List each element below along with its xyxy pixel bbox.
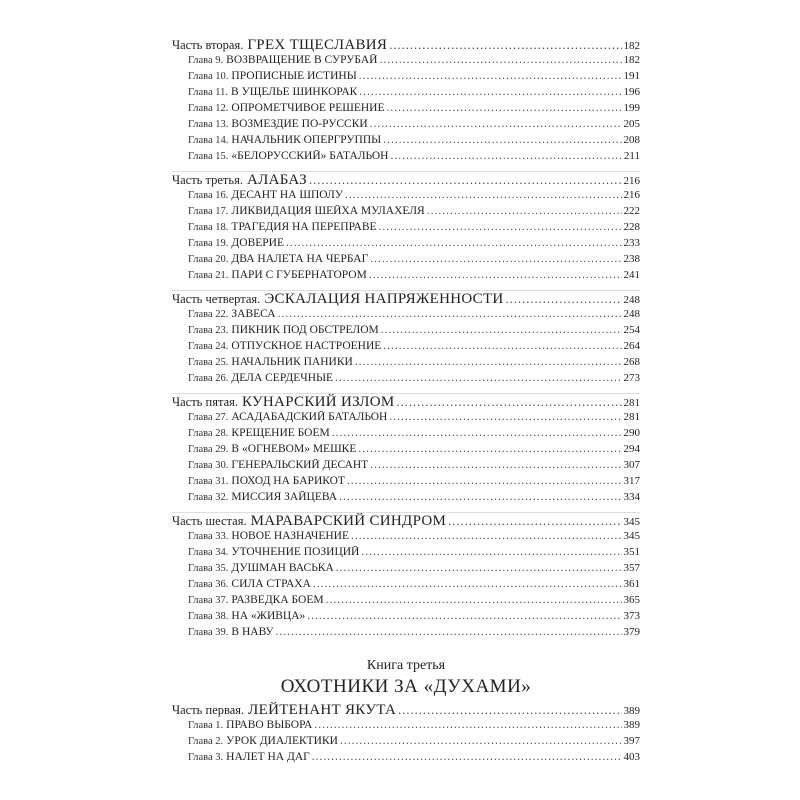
chapter-entry — [172, 118, 640, 134]
part-label: Часть третья. — [172, 173, 243, 187]
chapter-entry — [172, 459, 640, 475]
chap-title: ДОВЕРИЕ — [231, 237, 284, 249]
chapter-entry — [172, 735, 640, 751]
chap-label: Глава 9. — [188, 55, 224, 66]
chap-title: ПРАВО ВЫБОРА — [226, 719, 313, 731]
chapter-entry — [172, 54, 640, 70]
dot-leader — [361, 546, 621, 558]
chap-label: Глава 19. — [188, 238, 229, 249]
chap-label: Глава 22. — [188, 309, 229, 320]
chap-label: Глава 24. — [188, 341, 229, 352]
dot-leader — [275, 626, 621, 638]
page-number: 357 — [623, 562, 640, 574]
chap-label: Глава 14. — [188, 135, 229, 146]
page-number: 222 — [623, 205, 640, 217]
chap-title: УТОЧНЕНИЕ ПОЗИЦИЙ — [231, 546, 360, 558]
page-number: 290 — [623, 427, 640, 439]
dot-leader — [389, 38, 621, 53]
dot-leader — [326, 594, 622, 606]
chap-title: АСАДАБАДСКИЙ БАТАЛЬОН — [231, 411, 388, 423]
dot-leader — [379, 221, 622, 233]
dot-leader — [370, 253, 621, 265]
page-number: 281 — [623, 397, 640, 409]
chap-title: ДЕЛА СЕРДЕЧНЫЕ — [231, 372, 334, 384]
page-number: 334 — [623, 491, 640, 503]
chapter-entry — [172, 340, 640, 356]
chapter-entry — [172, 356, 640, 372]
chap-title: ГЕНЕРАЛЬСКИЙ ДЕСАНТ — [231, 459, 369, 471]
dot-leader — [369, 269, 622, 281]
page-number: 182 — [623, 40, 640, 52]
chap-title: НОВОЕ НАЗНАЧЕНИЕ — [231, 530, 349, 542]
table-of-contents — [172, 37, 640, 767]
chap-title: СИЛА СТРАХА — [231, 578, 311, 590]
part-label: Часть шестая. — [172, 514, 247, 528]
dot-leader — [370, 118, 622, 130]
dot-leader — [381, 324, 622, 336]
dot-leader — [307, 610, 621, 622]
dot-leader — [386, 102, 621, 114]
part-entry — [172, 37, 640, 54]
chapter-entry — [172, 719, 640, 735]
dot-leader — [309, 173, 622, 188]
chap-title: ЛИКВИДАЦИЯ ШЕЙХА МУЛАХЕЛЯ — [231, 205, 425, 217]
dot-leader — [355, 356, 622, 368]
page-number: 361 — [623, 578, 640, 590]
dot-leader — [383, 134, 621, 146]
chapter-entry — [172, 491, 640, 507]
chap-title: В «ОГНЕВОМ» МЕШКЕ — [231, 443, 357, 455]
chapter-entry — [172, 70, 640, 86]
dot-leader — [278, 308, 622, 320]
chapter-entry — [172, 475, 640, 491]
part-title: АЛАБАЗ — [246, 172, 307, 188]
chap-label: Глава 11. — [188, 87, 229, 98]
chap-label: Глава 1. — [188, 720, 224, 731]
dot-leader — [389, 411, 621, 423]
dot-leader — [398, 703, 621, 718]
page-number: 379 — [623, 626, 640, 638]
chap-title: В УЩЕЛЬЕ ШИНКОРАК — [231, 86, 358, 98]
chapter-entry — [172, 221, 640, 237]
page-number: 365 — [623, 594, 640, 606]
chap-title: НАЧАЛЬНИК ПАНИКИ — [231, 356, 353, 368]
page-number: 182 — [623, 54, 640, 66]
chapter-entry — [172, 443, 640, 459]
part-entry — [172, 290, 640, 308]
chapter-entry — [172, 253, 640, 269]
part-entry — [172, 512, 640, 530]
chap-title: ПРОПИСНЫЕ ИСТИНЫ — [231, 70, 357, 82]
page-number: 264 — [623, 340, 640, 352]
page-number: 403 — [623, 751, 640, 763]
dot-leader — [390, 150, 621, 162]
page-number: 345 — [623, 530, 640, 542]
dot-leader — [314, 719, 621, 731]
chap-title: «БЕЛОРУССКИЙ» БАТАЛЬОН — [231, 150, 389, 162]
chapter-entry — [172, 594, 640, 610]
toc-part — [172, 290, 640, 388]
dot-leader — [339, 491, 621, 503]
dot-leader — [345, 189, 622, 201]
page-number: 273 — [623, 372, 640, 384]
dot-leader — [506, 292, 622, 307]
chap-title: ДУШМАН ВАСЬКА — [231, 562, 334, 574]
chapter-entry — [172, 269, 640, 285]
page-number: 397 — [623, 735, 640, 747]
chapter-entry — [172, 237, 640, 253]
chapter-entry — [172, 610, 640, 626]
chap-label: Глава 15. — [188, 151, 229, 162]
page-number: 294 — [623, 443, 640, 455]
chap-title: ДВА НАЛЕТА НА ЧЕРБАГ — [231, 253, 369, 265]
chap-label: Глава 20. — [188, 254, 229, 265]
chapter-entry — [172, 324, 640, 340]
part-entry — [172, 702, 640, 719]
part-title: МАРАВАРСКИЙ СИНДРОМ — [250, 513, 447, 529]
page-number: 307 — [623, 459, 640, 471]
dot-leader — [383, 340, 621, 352]
chap-title: ВОЗМЕЗДИЕ ПО-РУССКИ — [231, 118, 368, 130]
book-heading — [172, 658, 640, 702]
chap-label: Глава 31. — [188, 476, 229, 487]
page-number: 317 — [623, 475, 640, 487]
part-entry — [172, 393, 640, 411]
chapter-entry — [172, 578, 640, 594]
page-number: 216 — [623, 175, 640, 187]
page-number: 241 — [623, 269, 640, 281]
chapter-entry — [172, 308, 640, 324]
dot-leader — [335, 372, 621, 384]
chap-label: Глава 17. — [188, 206, 229, 217]
page-number: 208 — [623, 134, 640, 146]
page-number: 248 — [623, 308, 640, 320]
book-label: Книга третья — [366, 658, 446, 673]
chap-label: Глава 29. — [188, 444, 229, 455]
toc-part — [172, 702, 640, 767]
chapter-entry — [172, 372, 640, 388]
toc-part — [172, 393, 640, 507]
chapter-entry — [172, 546, 640, 562]
chapter-entry — [172, 530, 640, 546]
chap-label: Глава 30. — [188, 460, 229, 471]
dot-leader — [448, 514, 621, 529]
chap-title: НАЛЕТ НА ДАГ — [226, 751, 310, 763]
chap-label: Глава 36. — [188, 579, 229, 590]
chap-title: ОПРОМЕТЧИВОЕ РЕШЕНИЕ — [231, 102, 385, 114]
chap-label: Глава 10. — [188, 71, 229, 82]
dot-leader — [358, 443, 621, 455]
chapter-entry — [172, 205, 640, 221]
page-number: 254 — [623, 324, 640, 336]
chap-label: Глава 23. — [188, 325, 229, 336]
chap-title: НА «ЖИВЦА» — [231, 610, 306, 622]
dot-leader — [313, 578, 622, 590]
chap-title: ОТПУСКНОЕ НАСТРОЕНИЕ — [231, 340, 382, 352]
part-label: Часть четвертая. — [172, 292, 261, 306]
chap-label: Глава 34. — [188, 547, 229, 558]
chap-label: Глава 38. — [188, 611, 229, 622]
dot-leader — [379, 54, 621, 66]
page-number: 345 — [623, 516, 640, 528]
chap-title: ПАРИ С ГУБЕРНАТОРОМ — [231, 269, 367, 281]
page-number: 216 — [623, 189, 640, 201]
chap-title: РАЗВЕДКА БОЕМ — [231, 594, 324, 606]
toc-part — [172, 512, 640, 642]
dot-leader — [286, 237, 622, 249]
chap-title: КРЕЩЕНИЕ БОЕМ — [231, 427, 330, 439]
page-number: 373 — [623, 610, 640, 622]
chapter-entry — [172, 134, 640, 150]
part-title: ГРЕХ ТЩЕСЛАВИЯ — [247, 37, 388, 53]
chap-label: Глава 27. — [188, 412, 229, 423]
chap-label: Глава 25. — [188, 357, 229, 368]
chapter-entry — [172, 150, 640, 166]
toc-book-sections — [172, 702, 640, 767]
dot-leader — [312, 751, 622, 763]
page-number: 205 — [623, 118, 640, 130]
part-entry — [172, 171, 640, 189]
page-number: 238 — [623, 253, 640, 265]
part-title: ЭСКАЛАЦИЯ НАПРЯЖЕННОСТИ — [264, 291, 504, 307]
page-number: 196 — [623, 86, 640, 98]
chap-label: Глава 18. — [188, 222, 229, 233]
page-number: 389 — [623, 705, 640, 717]
dot-leader — [351, 530, 622, 542]
part-title: ЛЕЙТЕНАНТ ЯКУТА — [248, 702, 397, 718]
chap-label: Глава 13. — [188, 119, 229, 130]
page-number: 191 — [623, 70, 640, 82]
part-label: Часть первая. — [172, 703, 245, 717]
toc-part — [172, 37, 640, 166]
chapter-entry — [172, 562, 640, 578]
chap-label: Глава 16. — [188, 190, 229, 201]
chap-label: Глава 32. — [188, 492, 229, 503]
part-label: Часть вторая. — [172, 38, 244, 52]
page-number: 389 — [623, 719, 640, 731]
dot-leader — [340, 735, 622, 747]
dot-leader — [347, 475, 622, 487]
chap-title: В НАВУ — [231, 626, 274, 638]
chapter-entry — [172, 189, 640, 205]
chap-title: ВОЗВРАЩЕНИЕ В СУРУБАЙ — [226, 54, 378, 66]
toc-part — [172, 171, 640, 285]
chap-title: ПИКНИК ПОД ОБСТРЕЛОМ — [231, 324, 379, 336]
chapter-entry — [172, 411, 640, 427]
page-number: 199 — [623, 102, 640, 114]
page-number: 233 — [623, 237, 640, 249]
chapter-entry — [172, 102, 640, 118]
dot-leader — [370, 459, 621, 471]
dot-leader — [427, 205, 622, 217]
dot-leader — [396, 395, 621, 410]
page-number: 351 — [623, 546, 640, 558]
chap-label: Глава 26. — [188, 373, 229, 384]
chap-title: ЗАВЕСА — [231, 308, 276, 320]
page-number: 281 — [623, 411, 640, 423]
chapter-entry — [172, 751, 640, 767]
chap-label: Глава 2. — [188, 736, 224, 747]
chap-label: Глава 33. — [188, 531, 229, 542]
chapter-entry — [172, 86, 640, 102]
dot-leader — [332, 427, 622, 439]
chap-label: Глава 28. — [188, 428, 229, 439]
chap-label: Глава 37. — [188, 595, 229, 606]
chap-title: МИССИЯ ЗАЙЦЕВА — [231, 491, 338, 503]
chap-title: УРОК ДИАЛЕКТИКИ — [226, 735, 338, 747]
part-label: Часть пятая. — [172, 395, 238, 409]
chap-label: Глава 35. — [188, 563, 229, 574]
page-number: 228 — [623, 221, 640, 233]
dot-leader — [359, 70, 622, 82]
page-number: 211 — [623, 150, 640, 162]
page-number: 248 — [623, 294, 640, 306]
part-title: КУНАРСКИЙ ИЗЛОМ — [242, 394, 395, 410]
chap-title: НАЧАЛЬНИК ОПЕРГРУППЫ — [231, 134, 382, 146]
chap-label: Глава 21. — [188, 270, 229, 281]
chap-label: Глава 39. — [188, 627, 229, 638]
book-title: ОХОТНИКИ ЗА «ДУХАМИ» — [280, 676, 532, 697]
chap-title: ДЕСАНТ НА ШПОЛУ — [231, 189, 343, 201]
chapter-entry — [172, 626, 640, 642]
page-number: 268 — [623, 356, 640, 368]
chap-title: ТРАГЕДИЯ НА ПЕРЕПРАВЕ — [231, 221, 377, 233]
chapter-entry — [172, 427, 640, 443]
chap-label: Глава 3. — [188, 752, 224, 763]
chap-title: ПОХОД НА БАРИКОТ — [231, 475, 345, 487]
dot-leader — [359, 86, 621, 98]
dot-leader — [336, 562, 622, 574]
chap-label: Глава 12. — [188, 103, 229, 114]
toc-sections — [172, 37, 640, 642]
